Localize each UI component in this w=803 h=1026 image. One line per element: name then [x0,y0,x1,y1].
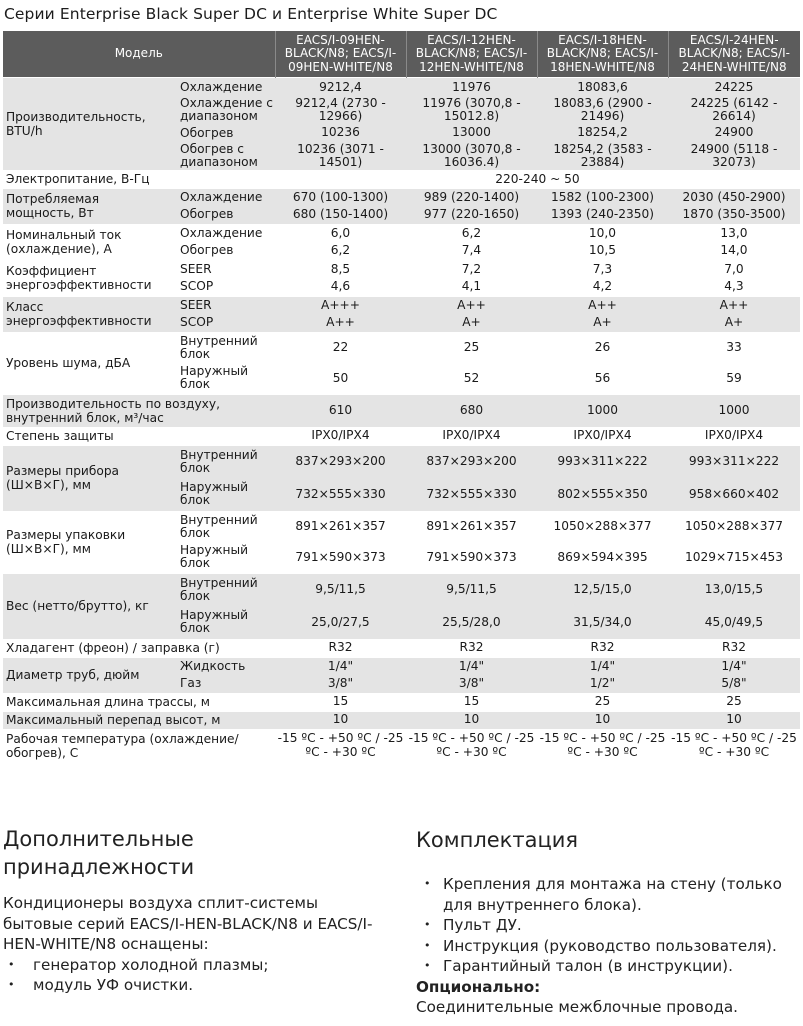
value-refrigerant-4: R32 [668,639,800,657]
value-refrigerant-2: R32 [406,639,537,657]
value-energy_class-4: A+ [668,314,800,332]
sub-label-capacity: Обогрев с диапазоном [173,143,275,171]
sub-label-dimensions: Внутренний блок [173,445,275,478]
sub-label-pipes: Газ [173,675,275,693]
value-current-2: 7,4 [406,242,537,260]
value-consumption-1: 670 (100-1300) [275,188,406,206]
row-label-consumption: Потребляемая мощность, Вт [3,188,173,224]
value-weight-4: 45,0/49,5 [668,606,800,639]
value-package-4: 1029×715×453 [668,542,800,573]
value-energy_class-2: A++ [406,296,537,314]
value-consumption-2: 977 (220-1650) [406,206,537,224]
value-energy_class-1: A++ [275,314,406,332]
value-noise-3: 56 [537,363,668,394]
value-dimensions-2: 837×293×200 [406,445,537,478]
value-protection-1: IPX0/IPX4 [275,427,406,445]
row-label-weight: Вес (нетто/брутто), кг [3,573,173,639]
table-row [3,170,800,188]
value-dimensions-2: 732×555×330 [406,478,537,511]
sub-label-weight: Внутренний блок [173,573,275,606]
table-row [3,511,800,542]
sub-label-capacity: Обогрев [173,124,275,143]
value-energy_class-2: A+ [406,314,537,332]
value-airflow-1: 610 [275,394,406,427]
page-title: Серии Enterprise Black Super DC и Enterprise White Super DC [4,5,498,23]
value-weight-1: 25,0/27,5 [275,606,406,639]
value-energy_class-3: A+ [537,314,668,332]
value-package-2: 791×590×373 [406,542,537,573]
value-pipes-2: 1/4" [406,657,537,675]
sub-label-package: Внутренний блок [173,511,275,542]
value-weight-3: 12,5/15,0 [537,573,668,606]
value-consumption-3: 1393 (240-2350) [537,206,668,224]
value-capacity-2: 13000 [406,124,537,143]
value-airflow-3: 1000 [537,394,668,427]
value-max_height-3: 10 [537,711,668,729]
row-label-work_temp: Рабочая температура (охлаждение/обогрев), С [3,729,275,762]
row-label-pipes: Диаметр труб, дюйм [3,657,173,693]
value-dimensions-3: 993×311×222 [537,445,668,478]
value-energy_class-3: A++ [537,296,668,314]
value-capacity-3: 18254,2 [537,124,668,143]
sub-label-pipes: Жидкость [173,657,275,675]
value-consumption-2: 989 (220-1400) [406,188,537,206]
value-power_supply: 220-240 ~ 50 [275,170,800,188]
kit-list [416,874,803,977]
header-model-2: EACS/I-12HEN-BLACK/N8; EACS/I-12HEN-WHITE/N8 [406,31,537,78]
header-model-1: EACS/I-09HEN-BLACK/N8; EACS/I-09HEN-WHITE/N8 [275,31,406,78]
value-capacity-4: 24225 [668,78,800,97]
value-capacity-4: 24900 [668,124,800,143]
value-work_temp-1: -15 ºC - +50 ºC / -25 ºC - +30 ºC [275,729,406,762]
row-label-current: Номинальный ток (охлаждение), А [3,224,173,260]
table-row [3,260,800,278]
value-dimensions-4: 958×660×402 [668,478,800,511]
value-weight-1: 9,5/11,5 [275,573,406,606]
value-package-1: 891×261×357 [275,511,406,542]
specifications-table [3,31,800,762]
value-weight-4: 13,0/15,5 [668,573,800,606]
value-efficiency-2: 7,2 [406,260,537,278]
table-row [3,657,800,675]
value-pipes-3: 1/2" [537,675,668,693]
row-label-efficiency: Коэффициент энергоэффективности [3,260,173,296]
value-max_length-3: 25 [537,693,668,711]
accessories-list [3,955,373,996]
value-capacity-2: 11976 [406,78,537,97]
value-pipes-4: 1/4" [668,657,800,675]
value-energy_class-4: A++ [668,296,800,314]
value-efficiency-3: 7,3 [537,260,668,278]
kit-optional-label: Опционально: [416,977,541,996]
kit-list-item: • Гарантийный талон (в инструкции). [416,956,803,977]
value-consumption-4: 2030 (450-2900) [668,188,800,206]
value-consumption-4: 1870 (350-3500) [668,206,800,224]
value-package-2: 891×261×357 [406,511,537,542]
value-capacity-1: 9212,4 (2730 - 12966) [275,97,406,124]
value-capacity-1: 10236 [275,124,406,143]
accessories-title: Дополнительные принадлежности [3,827,195,879]
value-dimensions-1: 732×555×330 [275,478,406,511]
kit-list-item: • Крепления для монтажа на стену (только для внутреннего блока). [416,874,803,915]
value-noise-4: 33 [668,332,800,363]
accessories-list-item: • генератор холодной плазмы; [3,955,373,976]
value-capacity-4: 24900 (5118 - 32073) [668,143,800,171]
row-label-airflow: Производительность по воздуху, внутренний блок, м³/час [3,394,275,427]
value-noise-1: 22 [275,332,406,363]
value-weight-3: 31,5/34,0 [537,606,668,639]
table-row [3,711,800,729]
row-label-capacity: Производительность, BTU/h [3,78,173,171]
sub-label-consumption: Обогрев [173,206,275,224]
table-header-row [3,31,800,78]
value-work_temp-2: -15 ºC - +50 ºC / -25 ºC - +30 ºC [406,729,537,762]
value-max_height-2: 10 [406,711,537,729]
row-label-package: Размеры упаковки (Ш×В×Г), мм [3,511,173,573]
value-energy_class-1: A+++ [275,296,406,314]
sub-label-current: Обогрев [173,242,275,260]
value-refrigerant-1: R32 [275,639,406,657]
sub-label-efficiency: SCOP [173,278,275,296]
value-max_height-1: 10 [275,711,406,729]
row-label-dimensions: Размеры прибора (Ш×В×Г), мм [3,445,173,511]
table-row [3,188,800,206]
value-weight-2: 9,5/11,5 [406,573,537,606]
row-label-power_supply: Электропитание, В-Гц [3,170,275,188]
row-label-protection: Степень защиты [3,427,275,445]
value-dimensions-1: 837×293×200 [275,445,406,478]
table-row [3,332,800,363]
row-label-refrigerant: Хладагент (фреон) / заправка (г) [3,639,275,657]
value-airflow-2: 680 [406,394,537,427]
value-noise-2: 25 [406,332,537,363]
table-row [3,729,800,762]
value-max_length-4: 25 [668,693,800,711]
sub-label-noise: Внутренний блок [173,332,275,363]
value-package-3: 1050×288×377 [537,511,668,542]
sub-label-noise: Наружный блок [173,363,275,394]
value-capacity-2: 11976 (3070,8 - 15012.8) [406,97,537,124]
value-weight-2: 25,5/28,0 [406,606,537,639]
accessories-block [3,893,373,996]
table-row [3,224,800,242]
value-noise-3: 26 [537,332,668,363]
value-pipes-1: 1/4" [275,657,406,675]
value-capacity-3: 18083,6 (2900 - 21496) [537,97,668,124]
value-capacity-1: 9212,4 [275,78,406,97]
value-noise-1: 50 [275,363,406,394]
header-model-4: EACS/I-24HEN-BLACK/N8; EACS/I-24HEN-WHITE/N8 [668,31,800,78]
table-row [3,427,800,445]
kit-list-item: • Инструкция (руководство пользователя). [416,936,803,957]
value-capacity-2: 13000 (3070,8 - 16036.4) [406,143,537,171]
table-row [3,394,800,427]
value-efficiency-1: 8,5 [275,260,406,278]
value-efficiency-1: 4,6 [275,278,406,296]
value-pipes-3: 1/4" [537,657,668,675]
kit-block [416,874,803,1018]
value-airflow-4: 1000 [668,394,800,427]
table-row [3,573,800,606]
kit-title: Комплектация [416,828,579,852]
value-protection-4: IPX0/IPX4 [668,427,800,445]
accessories-list-item: • модуль УФ очистки. [3,975,373,996]
table-row [3,693,800,711]
accessories-text: Кондиционеры воздуха сплит-системы бытовые серий EACS/I-HEN-BLACK/N8 и EACS/I-HEN-WHITE/N8 оснащены: [3,894,373,953]
table-row [3,445,800,478]
header-model-3: EACS/I-18HEN-BLACK/N8; EACS/I-18HEN-WHITE/N8 [537,31,668,78]
value-max_length-1: 15 [275,693,406,711]
sub-label-energy_class: SEER [173,296,275,314]
value-current-3: 10,0 [537,224,668,242]
value-consumption-3: 1582 (100-2300) [537,188,668,206]
value-max_height-4: 10 [668,711,800,729]
value-noise-4: 59 [668,363,800,394]
value-capacity-4: 24225 (6142 - 26614) [668,97,800,124]
value-pipes-4: 5/8" [668,675,800,693]
sub-label-energy_class: SCOP [173,314,275,332]
value-current-4: 14,0 [668,242,800,260]
table-row [3,639,800,657]
table-row [3,296,800,314]
value-efficiency-4: 7,0 [668,260,800,278]
value-efficiency-3: 4,2 [537,278,668,296]
row-label-noise: Уровень шума, дБА [3,332,173,394]
value-pipes-2: 3/8" [406,675,537,693]
value-current-1: 6,0 [275,224,406,242]
value-refrigerant-3: R32 [537,639,668,657]
header-model-label: Модель [3,31,275,78]
table-row [3,78,800,97]
sub-label-consumption: Охлаждение [173,188,275,206]
sub-label-capacity: Охлаждение с диапазоном [173,97,275,124]
row-label-max_height: Максимальный перепад высот, м [3,711,275,729]
value-efficiency-4: 4,3 [668,278,800,296]
value-current-1: 6,2 [275,242,406,260]
kit-list-item: • Пульт ДУ. [416,915,803,936]
value-capacity-3: 18083,6 [537,78,668,97]
sub-label-package: Наружный блок [173,542,275,573]
value-current-2: 6,2 [406,224,537,242]
value-consumption-1: 680 (150-1400) [275,206,406,224]
sub-label-dimensions: Наружный блок [173,478,275,511]
sub-label-efficiency: SEER [173,260,275,278]
value-dimensions-3: 802×555×350 [537,478,668,511]
value-noise-2: 52 [406,363,537,394]
row-label-energy_class: Класс энергоэффективности [3,296,173,332]
value-pipes-1: 3/8" [275,675,406,693]
value-dimensions-4: 993×311×222 [668,445,800,478]
value-current-3: 10,5 [537,242,668,260]
value-max_length-2: 15 [406,693,537,711]
row-label-max_length: Максимальная длина трассы, м [3,693,275,711]
value-protection-2: IPX0/IPX4 [406,427,537,445]
sub-label-capacity: Охлаждение [173,78,275,97]
value-capacity-1: 10236 (3071 - 14501) [275,143,406,171]
value-work_temp-4: -15 ºC - +50 ºC / -25 ºC - +30 ºC [668,729,800,762]
value-package-1: 791×590×373 [275,542,406,573]
value-work_temp-3: -15 ºC - +50 ºC / -25 ºC - +30 ºC [537,729,668,762]
sub-label-weight: Наружный блок [173,606,275,639]
value-efficiency-2: 4,1 [406,278,537,296]
sub-label-current: Охлаждение [173,224,275,242]
value-protection-3: IPX0/IPX4 [537,427,668,445]
value-capacity-3: 18254,2 (3583 - 23884) [537,143,668,171]
value-package-3: 869×594×395 [537,542,668,573]
value-current-4: 13,0 [668,224,800,242]
kit-optional-text: Соединительные межблочные провода. [416,998,739,1016]
value-package-4: 1050×288×377 [668,511,800,542]
